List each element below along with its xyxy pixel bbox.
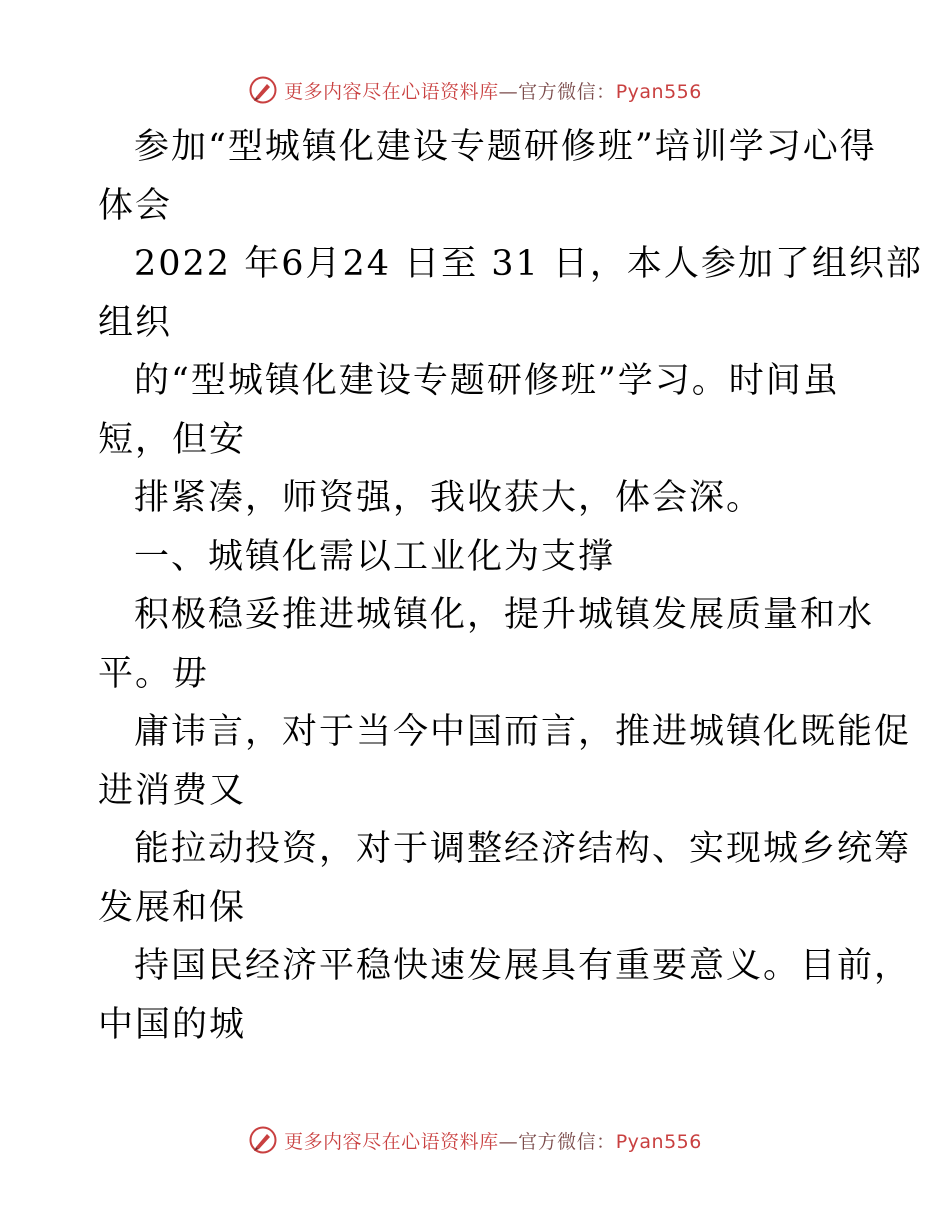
watermark-main: 更多内容尽在心语资料库 [284, 1130, 499, 1153]
watermark-id: Pyan556 [615, 80, 702, 103]
document-body [98, 118, 923, 1054]
section-heading: 一、城镇化需以工业化为支撑 [134, 536, 616, 577]
text-line: 的“型城镇化建设专题研修班”学习。时间虽 [134, 361, 840, 401]
watermark-id: Pyan556 [615, 1130, 702, 1153]
text-line: 组织 [98, 302, 173, 343]
text-line: 2022 年6月24 日至 31 日，本人参加了组织部 [134, 244, 923, 284]
text-line: 能拉动投资，对于调整经济结构、实现城乡统筹 [134, 829, 912, 869]
text-line: 短，但安 [98, 419, 247, 460]
text-line: 平。毋 [98, 653, 210, 694]
text-line: 发展和保 [98, 887, 247, 928]
watermark-separator: —官方微信： [498, 80, 616, 103]
text-line: 参加“型城镇化建设专题研修班”培训学习心得 [134, 127, 877, 167]
text-line: 排紧凑，师资强，我收获大，体会深。 [134, 478, 764, 518]
footer-watermark [0, 1120, 950, 1160]
text-line: 庸讳言，对于当今中国而言，推进城镇化既能促 [134, 712, 912, 752]
text-line: 进消费又 [98, 770, 247, 811]
watermark-separator: —官方微信： [498, 1130, 616, 1153]
pen-logo-icon [248, 75, 278, 105]
watermark-main: 更多内容尽在心语资料库 [284, 80, 499, 103]
text-line: 体会 [98, 185, 173, 226]
watermark-text [284, 77, 702, 104]
watermark-text [284, 1127, 702, 1154]
pen-logo-icon [248, 1125, 278, 1155]
header-watermark [0, 70, 950, 110]
text-line: 持国民经济平稳快速发展具有重要意义。目前， [134, 946, 912, 986]
text-line: 积极稳妥推进城镇化，提升城镇发展质量和水 [134, 595, 875, 635]
text-line: 中国的城 [98, 1004, 247, 1045]
